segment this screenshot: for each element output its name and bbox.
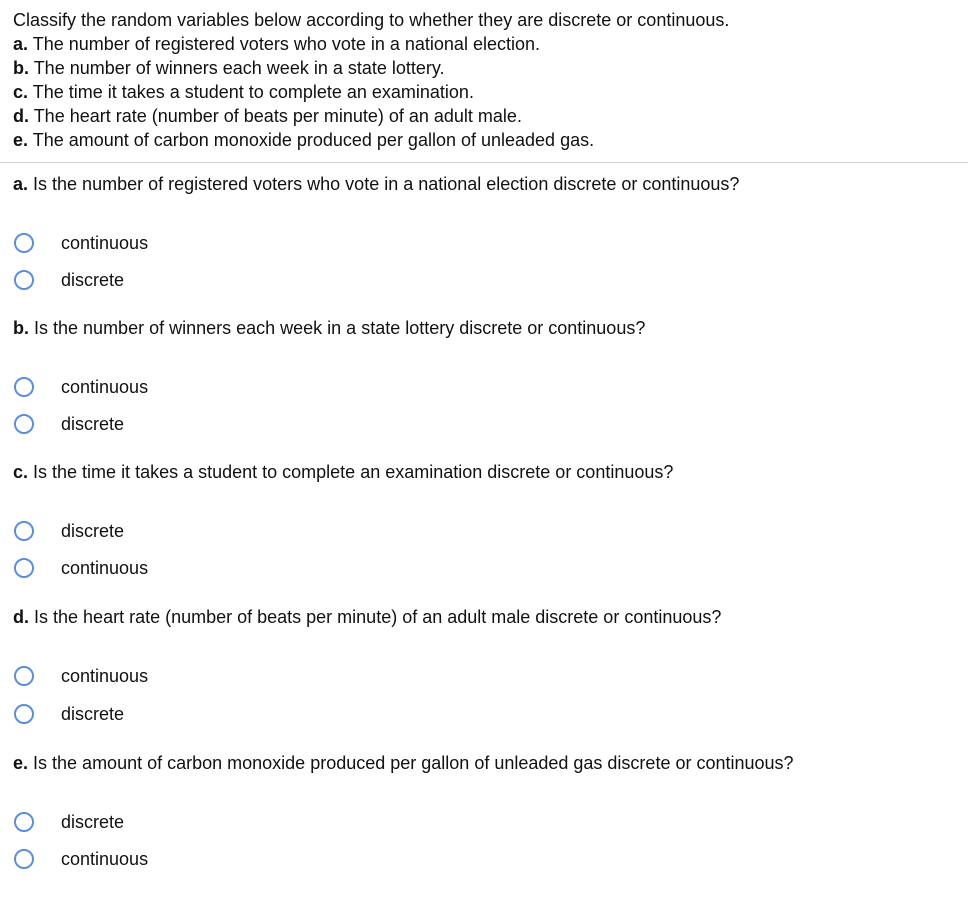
option-discrete[interactable] bbox=[14, 267, 124, 293]
option-discrete[interactable] bbox=[14, 518, 124, 544]
option-continuous[interactable] bbox=[14, 663, 148, 689]
intro-item-b bbox=[13, 56, 953, 80]
option-discrete[interactable] bbox=[14, 701, 124, 727]
question-b bbox=[13, 316, 958, 434]
question-text: Is the heart rate (number of beats per minute) of an adult male discrete or continuous? bbox=[34, 607, 722, 627]
problem-statement bbox=[13, 8, 953, 152]
intro-item-c bbox=[13, 80, 953, 104]
question-text: Is the number of registered voters who vote in a national election discrete or continuous? bbox=[33, 174, 740, 194]
option-label: continuous bbox=[61, 558, 149, 578]
intro-item-letter: b. bbox=[13, 58, 29, 78]
option-label: continuous bbox=[61, 377, 149, 397]
question-text: Is the number of winners each week in a state lottery discrete or continuous? bbox=[34, 318, 646, 338]
question-text: Is the amount of carbon monoxide produced per gallon of unleaded gas discrete or continuous? bbox=[33, 753, 794, 773]
question-text: Is the time it takes a student to complete an examination discrete or continuous? bbox=[33, 462, 674, 482]
question-a bbox=[13, 172, 958, 290]
intro-item-letter: d. bbox=[13, 106, 29, 126]
question-letter: a. bbox=[13, 174, 29, 194]
radio-button[interactable] bbox=[14, 414, 34, 434]
intro-item-text: The amount of carbon monoxide produced per gallon of unleaded gas. bbox=[32, 130, 595, 150]
question-letter: e. bbox=[13, 753, 29, 773]
radio-button[interactable] bbox=[14, 270, 34, 290]
option-label: discrete bbox=[61, 521, 125, 541]
intro-item-letter: c. bbox=[13, 82, 29, 102]
intro-item-e bbox=[13, 128, 953, 152]
radio-button[interactable] bbox=[14, 521, 34, 541]
option-label: discrete bbox=[61, 270, 125, 290]
radio-button[interactable] bbox=[14, 377, 34, 397]
radio-button[interactable] bbox=[14, 666, 34, 686]
question-prompt bbox=[13, 172, 958, 196]
intro-item-text: The time it takes a student to complete an examination. bbox=[32, 82, 474, 102]
option-label: continuous bbox=[61, 666, 149, 686]
option-label: continuous bbox=[61, 233, 149, 253]
question-letter: c. bbox=[13, 462, 29, 482]
intro-item-a bbox=[13, 32, 953, 56]
radio-button[interactable] bbox=[14, 849, 34, 869]
option-continuous[interactable] bbox=[14, 230, 148, 256]
intro-item-text: The number of registered voters who vote in a national election. bbox=[32, 34, 540, 54]
intro-item-text: The number of winners each week in a state lottery. bbox=[33, 58, 445, 78]
radio-button[interactable] bbox=[14, 704, 34, 724]
intro-item-d bbox=[13, 104, 953, 128]
question-letter: b. bbox=[13, 318, 29, 338]
question-prompt bbox=[13, 316, 958, 340]
option-label: discrete bbox=[61, 414, 125, 434]
intro-item-letter: a. bbox=[13, 34, 29, 54]
radio-button[interactable] bbox=[14, 558, 34, 578]
question-e bbox=[13, 751, 958, 869]
section-divider bbox=[0, 162, 968, 163]
radio-button[interactable] bbox=[14, 233, 34, 253]
option-discrete[interactable] bbox=[14, 809, 124, 835]
option-continuous[interactable] bbox=[14, 374, 148, 400]
option-continuous[interactable] bbox=[14, 555, 148, 581]
option-label: discrete bbox=[61, 812, 125, 832]
intro-item-text: The heart rate (number of beats per minute) of an adult male. bbox=[33, 106, 522, 126]
intro-text: Classify the random variables below according to whether they are discrete or continuous. bbox=[13, 10, 730, 30]
question-prompt bbox=[13, 605, 958, 629]
option-label: continuous bbox=[61, 849, 149, 869]
radio-button[interactable] bbox=[14, 812, 34, 832]
option-continuous[interactable] bbox=[14, 846, 148, 872]
question-prompt bbox=[13, 751, 958, 775]
option-discrete[interactable] bbox=[14, 411, 124, 437]
question-prompt bbox=[13, 460, 958, 484]
question-c bbox=[13, 460, 958, 578]
question-d bbox=[13, 605, 958, 724]
question-letter: d. bbox=[13, 607, 29, 627]
option-label: discrete bbox=[61, 704, 125, 724]
intro-item-letter: e. bbox=[13, 130, 29, 150]
